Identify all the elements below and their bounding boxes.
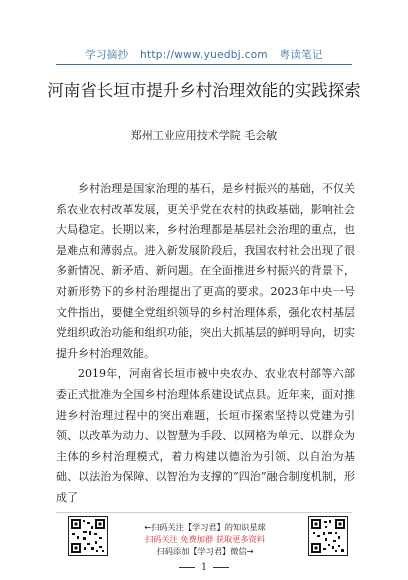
page-number-dash	[213, 567, 229, 568]
article-body	[56, 179, 355, 509]
promo-add-wechat: 扫码添加【学习君】微信→	[156, 546, 254, 556]
promo-knowledge-planet: ←扫码关注【学习君】的知识星球	[144, 522, 266, 532]
promo-join-group: 扫码关注 免费加群 获取更多资料	[145, 534, 265, 544]
page-header	[0, 47, 408, 62]
qr-code-knowledge-planet[interactable]	[68, 516, 108, 556]
page-number-dash	[179, 567, 195, 568]
article-author: 郑州工业应用技术学院 毛会敏	[130, 129, 278, 142]
header-brand: 粤读笔记	[279, 49, 323, 61]
article-title: 河南省长垣市提升乡村治理效能的实践探索	[47, 81, 361, 100]
qr-code-wechat[interactable]	[308, 516, 348, 556]
qr-icon	[69, 517, 107, 555]
page-number-value: 1	[200, 562, 208, 573]
paragraph: 乡村治理是国家治理的基石，是乡村振兴的基础，不仅关系农业农村改革发展，更关乎党在农村的执政基础，影响社会大局稳定。长期以来，乡村治理都是基层社会治理的重点，也是难点和薄弱点。进入新发展阶段后，我国农村社会出现了很多新情况、新矛盾、新问题。在全面推进乡村振兴的背景下，对新形势下的乡村治理提出了更高的要求。2023年中央一号文件指出，要健全党组织领导的乡村治理体系，强化农村基层党组织政治功能和组织功能，突出大抓基层的鲜明导向，切实提升乡村治理效能。	[56, 182, 355, 360]
paragraph: 2019年，河南省长垣市被中央农办、农业农村部等六部委正式批准为全国乡村治理体系建设试点县。近年来，面对推进乡村治理过程中的突出难题，长垣市探索坚持以党建为引领、以改革为动力、以智慧为手段、以网格为单元、以群众为主体的乡村治理模式，着力构建以德治为引领、以自治为基础、以法治为保障、以智治为支撑的“四治”融合制度机制，形成了	[56, 367, 355, 504]
header-site-name: 学习摘抄	[85, 49, 129, 61]
footer-divider	[56, 512, 352, 513]
qr-icon	[309, 517, 347, 555]
header-url[interactable]: http://www.yuedbj.com	[140, 49, 268, 61]
page-number	[0, 562, 408, 573]
header-divider	[56, 64, 352, 65]
